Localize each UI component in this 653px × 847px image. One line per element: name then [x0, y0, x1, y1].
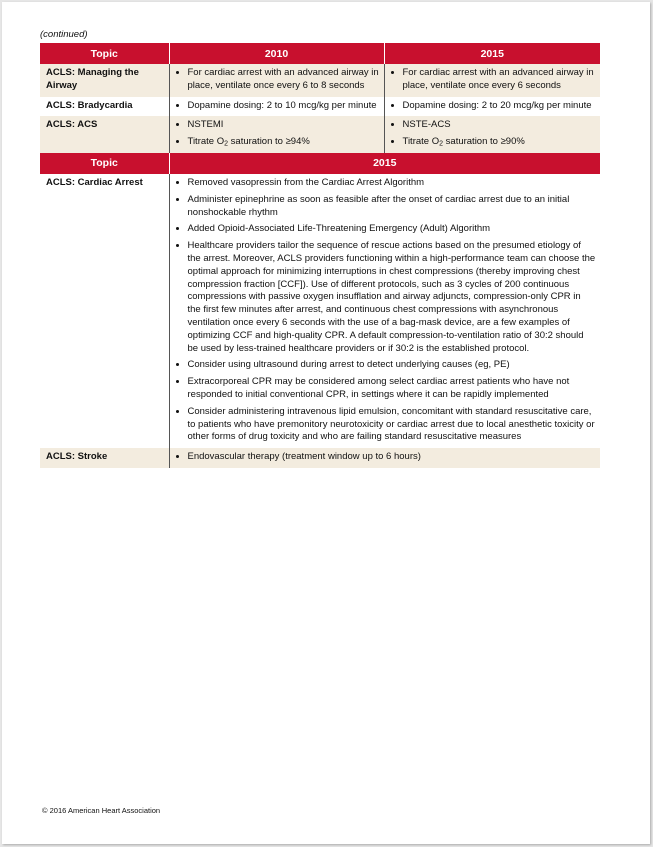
list-item: • Dopamine dosing: 2 to 20 mcg/kg per minute	[403, 100, 597, 113]
cell-2015	[169, 174, 600, 448]
list-item: • For cardiac arrest with an advanced airway in place, ventilate once every 6 to 8 seconds	[188, 67, 380, 93]
table-row-bradycardia	[40, 97, 600, 117]
list-item: • Removed vasopressin from the Cardiac Arrest Algorithm	[188, 177, 597, 190]
topic-cell: ACLS: Bradycardia	[46, 99, 133, 111]
continued-label: (continued)	[40, 29, 88, 40]
list-item: • Consider using ultrasound during arrest to detect underlying causes (eg, PE)	[188, 359, 597, 372]
table-row-acs	[40, 116, 600, 153]
list-item: • Extracorporeal CPR may be considered among select cardiac arrest patients who have not responded to initial conventional CPR, in settings where it can be rapidly implemented	[188, 376, 597, 402]
topic-cell: ACLS: Managing the Airway	[40, 64, 169, 97]
cell-2015	[384, 64, 600, 97]
header-2015: 2015	[384, 43, 600, 64]
header-topic: Topic	[40, 153, 169, 174]
list-item: • Added Opioid-Associated Life-Threatening Emergency (Adult) Algorithm	[188, 223, 597, 236]
table-header-row-2	[40, 153, 600, 174]
table-header-row	[40, 43, 600, 64]
list-item: • Administer epinephrine as soon as feasible after the onset of cardiac arrest due to an initial nonshockable rhythm	[188, 194, 597, 220]
copyright-footer: © 2016 American Heart Association	[42, 806, 161, 815]
list-item: • Healthcare providers tailor the sequence of rescue actions based on the presumed etiology of the arrest. Moreover, ACLS providers functioning within a high-performance team can choose the optimal approach for minimizing interruptions in chest compressions (thereby improving chest compression fraction [CCF]). Use of different protocols, such as 3 cycles of 200 continuous compressions with passive oxygen insufflation and airway adjuncts, compression-only CPR in the first few minutes after arrest, and continuous chest compressions with asynchronous ventilation once every 6 seconds with the use of a bag-mask device, are a few examples of optimizing CCF and high-quality CPR. A default compression-to-ventilation ratio of 30:2 should be used by less-trained healthcare providers or if 30:2 is the established protocol.	[188, 240, 597, 355]
list-item: • Titrate $O_2$ saturation to ≥94%	[188, 136, 380, 149]
topic-cell: ACLS: Stroke	[40, 448, 169, 468]
list-item: • NSTEMI	[188, 119, 380, 132]
header-2010: 2010	[169, 43, 384, 64]
header-topic: Topic	[40, 43, 169, 64]
list-item: • Endovascular therapy (treatment window up to 6 hours)	[188, 451, 597, 464]
list-item: • Dopamine dosing: 2 to 10 mcg/kg per minute	[188, 100, 380, 113]
cell-2015	[384, 97, 600, 117]
list-item: • Consider administering intravenous lipid emulsion, concomitant with standard resuscitative care, to patients who have premonitory neurotoxicity or cardiac arrest due to local anesthetic toxicity or other forms of drug toxicity and who are failing standard resuscitative measures	[188, 406, 597, 444]
cell-2015	[169, 448, 600, 468]
cell-2015	[384, 116, 600, 153]
list-item: • NSTE-ACS	[403, 119, 597, 132]
topic-cell: ACLS: ACS	[40, 116, 169, 153]
guidelines-table	[40, 43, 600, 468]
table-row-stroke	[40, 448, 600, 468]
list-item: • For cardiac arrest with an advanced airway in place, ventilate once every 6 seconds	[403, 67, 597, 93]
cell-2010	[169, 97, 384, 117]
cell-2010	[169, 64, 384, 97]
topic-cell: ACLS: Cardiac Arrest	[46, 176, 143, 188]
table-row-cardiac-arrest	[40, 174, 600, 448]
list-item: • Titrate $O_2$ saturation to ≥90%	[403, 136, 597, 149]
cell-2010	[169, 116, 384, 153]
table-row-airway	[40, 64, 600, 97]
document-page	[2, 2, 650, 844]
header-2015: 2015	[169, 153, 600, 174]
